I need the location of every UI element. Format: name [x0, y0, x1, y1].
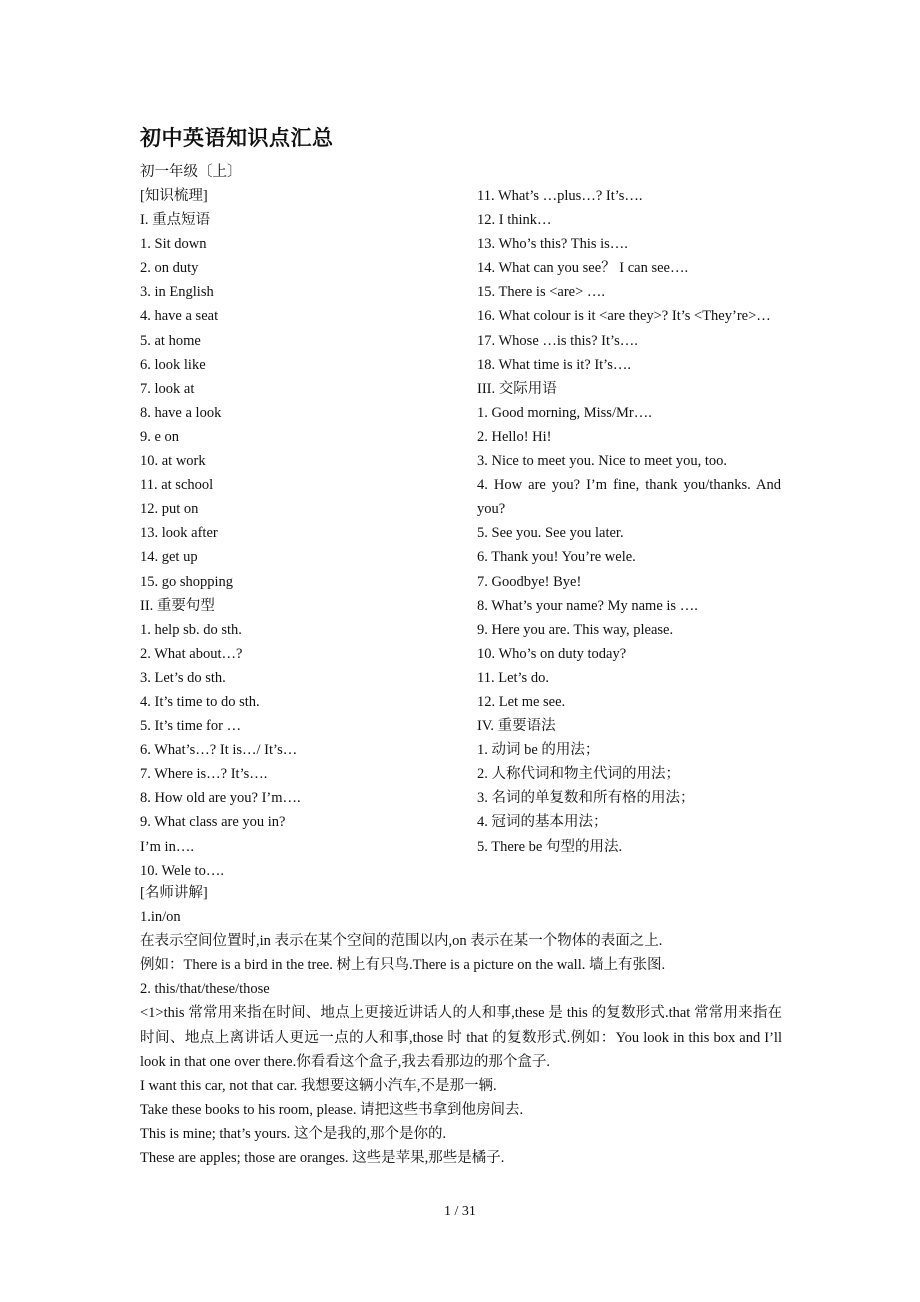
list-item: 16. What colour is it <are they>? It’s <They’re>…: [477, 308, 771, 325]
list-item: 17. Whose …is this? It’s….: [477, 332, 638, 349]
list-item: 2. on duty: [140, 260, 199, 277]
list-item: 6. look like: [140, 356, 206, 373]
list-item: 6. Thank you! You’re wele.: [477, 549, 636, 566]
list-item: 15. There is <are> ….: [477, 284, 606, 301]
section-heading: II. 重要句型: [140, 597, 215, 614]
list-item: 1. 动词 be 的用法；: [477, 742, 600, 759]
example-sentence: I want this car, not that car. 我想要这辆小汽车,不是那一辆.: [140, 1077, 497, 1094]
list-item: 8. have a look: [140, 404, 222, 421]
list-item: 13. look after: [140, 525, 218, 542]
list-item: 9. What class are you in?: [140, 814, 286, 831]
list-item: 5. See you. See you later.: [477, 525, 624, 542]
list-item: 11. What’s …plus…? It’s….: [477, 188, 643, 204]
list-item: 11. Let’s do.: [477, 669, 549, 686]
list-item: 3. 名词的单复数和所有格的用法；: [477, 790, 695, 807]
list-item: 1. Sit down: [140, 236, 207, 253]
example-sentence: Take these books to his room, please. 请把这些书拿到他房间去.: [140, 1101, 524, 1118]
right-column: [477, 184, 781, 859]
document-title: 初中英语知识点汇总: [140, 125, 334, 150]
list-item: 5. at home: [140, 332, 201, 349]
list-item: 12. Let me see.: [477, 693, 566, 710]
list-item: 9. e on: [140, 428, 180, 445]
left-column: [140, 184, 444, 883]
list-item: 2. Hello! Hi!: [477, 428, 552, 445]
list-item: 1. Good morning, Miss/Mr….: [477, 404, 652, 421]
list-item: 9. Here you are. This way, please.: [477, 621, 674, 638]
list-item: 7. Where is…? It’s….: [140, 766, 268, 783]
list-item: 10. Who’s on duty today?: [477, 645, 627, 662]
list-item: 2. 人称代词和物主代词的用法；: [477, 766, 680, 783]
list-item: 4. How are you? I’m fine, thank you/thanks. And you?: [477, 477, 781, 518]
list-item: 18. What time is it? It’s….: [477, 356, 631, 373]
example-sentence: This is mine; that’s yours. 这个是我的,那个是你的.: [140, 1125, 447, 1142]
section-heading: [知识梳理]: [140, 188, 208, 204]
explanation-paragraph: 在表示空间位置时,in 表示在某个空间的范围以内,on 表示在某一个物体的表面之上.: [140, 933, 663, 950]
page-number: 1 / 31: [444, 1204, 476, 1219]
list-item: 4. 冠词的基本用法；: [477, 814, 608, 831]
grade-subtitle: 初一年级〔上〕: [140, 164, 242, 180]
list-item: 4. It’s time to do sth.: [140, 693, 260, 710]
explanation-item-title: 2. this/that/these/those: [140, 981, 270, 998]
list-item: 15. go shopping: [140, 573, 234, 590]
list-item: 12. put on: [140, 501, 199, 518]
list-item: 7. Goodbye! Bye!: [477, 573, 582, 590]
list-item: 13. Who’s this? This is….: [477, 236, 628, 253]
list-item: 7. look at: [140, 380, 195, 397]
list-item: 3. in English: [140, 284, 214, 301]
list-item: 10. at work: [140, 453, 206, 470]
list-item: 12. I think…: [477, 212, 552, 229]
list-item: 4. have a seat: [140, 308, 219, 325]
list-item: 10. Wele to….: [140, 862, 224, 879]
explanation-section: [140, 881, 782, 1170]
section-heading: IV. 重要语法: [477, 718, 556, 735]
list-item: 3. Nice to meet you. Nice to meet you, too.: [477, 453, 728, 470]
section-heading: I. 重点短语: [140, 212, 211, 229]
list-item: 11. at school: [140, 477, 214, 494]
list-item: 14. What can you see？ I can see….: [477, 260, 689, 277]
list-item: 5. There be 句型的用法.: [477, 838, 623, 855]
explanation-paragraph: <1>this 常常用来指在时间、地点上更接近讲话人的人和事,these 是 this 的复数形式.that 常常用来指在时间、地点上离讲话人更远一点的人和事,those 时 that 的复数形式.例如：You look in this box and I’ll look in that one over there.你看看这个盒子,我去看那边的那个盒子.: [140, 1005, 782, 1070]
list-item: 8. How old are you? I’m….: [140, 790, 301, 807]
example-sentence: These are apples; those are oranges. 这些是苹果,那些是橘子.: [140, 1150, 505, 1167]
explanation-item-title: 1.in/on: [140, 909, 181, 926]
list-item: 3. Let’s do sth.: [140, 669, 226, 686]
list-item: 2. What about…?: [140, 645, 243, 662]
list-item: I’m in….: [140, 838, 194, 855]
section-heading: [名师讲解]: [140, 885, 208, 901]
section-heading: III. 交际用语: [477, 380, 557, 397]
list-item: 8. What’s your name? My name is ….: [477, 597, 698, 614]
list-item: 6. What’s…? It is…/ It’s…: [140, 742, 298, 759]
explanation-paragraph: 例如：There is a bird in the tree. 树上有只鸟.There is a picture on the wall. 墙上有张图.: [140, 957, 666, 974]
list-item: 5. It’s time for …: [140, 718, 242, 735]
list-item: 1. help sb. do sth.: [140, 621, 242, 638]
list-item: 14. get up: [140, 549, 198, 566]
